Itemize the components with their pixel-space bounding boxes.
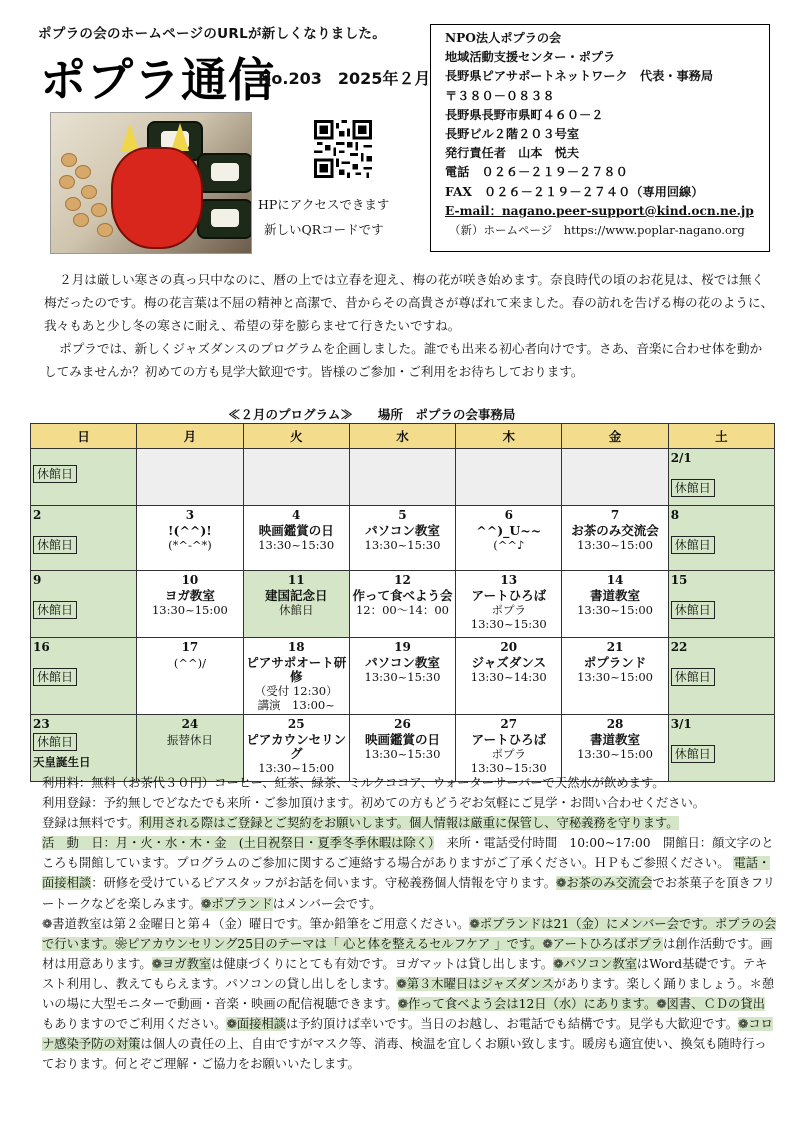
calendar-cell-mon xyxy=(137,715,243,782)
program-entry-line: ピアサポオート研修 xyxy=(246,655,347,684)
intro-paragraph-1: ２月は厳しい寒さの真っ只中なのに、暦の上では立春を迎え、梅の花が咲き始めます。奈良時代の頃のお花見は、桜では無く梅だったのです。梅の花言葉は不屈の精神と高潔で、昔からその高貴さが尊ばれて来ました。春の訪れを告げる梅の花のように、我々もあと少し冬の寒さに耐え、希望の芽を膨らませて行きたいですね。 xyxy=(44,272,774,333)
note-covid: ❁コロナ感染予防の対策 xyxy=(42,1017,773,1052)
calendar-day-number: 23 xyxy=(33,717,50,731)
calendar-cell-tue xyxy=(243,571,349,638)
calendar-day-number: 18 xyxy=(287,640,305,654)
note-free: 登録は無料です。 xyxy=(42,816,140,831)
header-thu: 木 xyxy=(456,424,562,449)
calendar-cell-sat xyxy=(668,715,774,782)
note-pc: ❁パソコン教室 xyxy=(553,956,637,971)
issue-number: No.203 2025年２月 xyxy=(258,69,431,88)
program-calendar xyxy=(30,423,775,782)
org-address1: 長野県長野市県町４６０－２ xyxy=(445,107,604,122)
program-entry-line: (^^♪ xyxy=(493,538,525,552)
calendar-cell-wed xyxy=(349,449,455,506)
program-entry-line: (^^)/ xyxy=(173,656,206,670)
program-entry-line: 書道教室 xyxy=(590,588,641,603)
calendar-day-number: 16 xyxy=(33,640,50,654)
organization-info-box xyxy=(430,24,770,252)
program-entry-line: 13:30~15:30 xyxy=(364,747,441,761)
org-center: 地域活動支援センター・ポプラ xyxy=(445,50,616,65)
program-entry-line: アートひろば xyxy=(471,588,547,603)
note-popland-21: ❁ポプランドは21（金）にメンバー会です。ポプラの会で行います。 xyxy=(42,916,777,951)
note-consult-desc: ：研修を受けているピアスタッフがお話を伺います。守秘義務個人情報を守ります。 xyxy=(91,876,557,891)
note-interview-desc: は予約頂けば幸いです。当日のお越し、お電話でも結構です。見学も大歓迎です。 xyxy=(285,1017,739,1032)
program-entry-line: ジャズダンス xyxy=(471,655,547,670)
org-email-link[interactable]: E-mail：nagano.peer-support@kind.ocn.ne.jp xyxy=(445,203,754,218)
header-wed: 水 xyxy=(349,424,455,449)
calendar-day-number: 28 xyxy=(606,717,624,731)
program-entry-line: 13:30~15:30 xyxy=(364,538,441,552)
calendar-cell-fri xyxy=(562,715,668,782)
calendar-cell-fri xyxy=(562,571,668,638)
calendar-cell-fri xyxy=(562,638,668,715)
calendar-day-number: 2 xyxy=(33,508,42,522)
program-entry-line: 13:30~15:00 xyxy=(577,670,653,684)
calendar-cell-thu xyxy=(456,638,562,715)
calendar-cell-mon xyxy=(137,506,243,571)
program-title: ≪２月のプログラム≫ 場所 ポプラの会事務局 xyxy=(228,407,516,422)
org-website-link[interactable]: （新）ホームページ https://www.poplar-nagano.org xyxy=(449,223,745,238)
program-entry-line: 13:30~15:30 xyxy=(470,761,547,775)
calendar-cell-sat xyxy=(668,571,774,638)
intro-paragraph-2: ポプラでは、新しくジャズダンスのプログラムを企画しました。誰でも出来る初心者向けです。さあ、音楽に合わせ体を動かしてみませんか？初めての方も見学大歓迎です。皆様のご参加・ご利用をお待ちしております。 xyxy=(44,341,763,379)
calendar-cell-thu xyxy=(456,506,562,571)
calendar-cell-mon xyxy=(137,449,243,506)
calendar-cell-mon xyxy=(137,571,243,638)
calendar-cell-tue xyxy=(243,715,349,782)
calendar-header-row xyxy=(31,424,775,449)
closed-day-badge: 休館日 xyxy=(33,668,77,686)
program-entry-line: 書道教室 xyxy=(590,732,641,747)
program-entry-line: 休館日 xyxy=(278,603,314,617)
note-cooking: ❁作って食べよう会は12日（水）にあります。 xyxy=(397,997,657,1012)
calendar-week-row xyxy=(31,571,775,638)
calendar-day-number: 21 xyxy=(606,640,624,654)
calendar-day-number: 7 xyxy=(610,508,620,522)
calendar-day-number: 25 xyxy=(287,717,305,731)
calendar-cell-wed xyxy=(349,571,455,638)
program-entry-line: ^^)_U~~ xyxy=(476,523,542,538)
program-entry-line: 13:30~14:30 xyxy=(470,670,547,684)
org-address2: 長野ビル２階２０３号室 xyxy=(445,127,580,142)
note-tea: ❁お茶のみ交流会 xyxy=(556,876,653,891)
note-pc-desc: はWord基礎です。テキスト利用し、教えてもらえます。パソコンの貸し出しをします。 xyxy=(42,956,768,991)
program-entry-line: 天皇誕生日 xyxy=(33,755,91,769)
note-library-desc: もありますのでご利用ください。 xyxy=(42,1017,227,1032)
calendar-cell-tue xyxy=(243,449,349,506)
program-entry-line: 13:30~15:00 xyxy=(577,538,653,552)
program-entry-line: 映画鑑賞の日 xyxy=(258,523,334,538)
note-tea-desc: でお茶菓子を頂きフリートークなどを楽しみます。 xyxy=(42,876,775,911)
calendar-cell-sat xyxy=(668,638,774,715)
program-entry-line: 映画鑑賞の日 xyxy=(364,732,440,747)
note-popland: ❁ポプランド xyxy=(200,896,273,911)
calendar-day-number: 3 xyxy=(185,508,195,522)
calendar-cell-thu xyxy=(456,449,562,506)
calendar-cell-fri xyxy=(562,449,668,506)
calendar-cell-sun xyxy=(31,638,137,715)
note-registration: 利用登録：予約無しでどなたでも来所・ご参加頂けます。初めての方もどうぞお気軽にご見学・お問い合わせください。 xyxy=(42,796,706,811)
calendar-cell-sun xyxy=(31,449,137,506)
note-consult: 電話・面接相談 xyxy=(42,856,771,891)
program-entry-line: ヨガ教室 xyxy=(164,588,215,603)
note-yoga: ❁ヨガ教室 xyxy=(151,956,212,971)
note-art-desc: は創作活動です。画材は用意あります。 xyxy=(42,936,773,971)
calendar-cell-wed xyxy=(349,506,455,571)
calendar-day-number: 6 xyxy=(504,508,513,522)
note-interview: ❁面接相談 xyxy=(226,1017,286,1032)
calendar-day-number: 13 xyxy=(500,573,518,587)
note-calligraphy: ❁書道教室は第２金曜日と第４（金）曜日です。筆か鉛筆をご用意ください。 xyxy=(42,916,470,931)
intro-text xyxy=(44,268,774,383)
program-entry-line: ポプランド xyxy=(583,655,647,670)
program-entry-line: お茶のみ交流会 xyxy=(571,523,659,538)
program-entry-line: 13:30~15:30 xyxy=(470,617,547,631)
header-mon: 月 xyxy=(137,424,243,449)
calendar-day-number: 27 xyxy=(500,717,518,731)
closed-day-badge: 休館日 xyxy=(671,601,715,619)
program-entry-line: (*^-^*) xyxy=(168,538,212,552)
org-phone: 電話 ０２６－２１９－２７８０ xyxy=(445,165,628,180)
calendar-cell-sun xyxy=(31,571,137,638)
note-jazz-desc: があります。楽しく踊りましょう。＊憩いの場に大型モニターで動画・音楽・映画の配信視聴できます。 xyxy=(42,976,775,1012)
closed-day-badge: 休館日 xyxy=(33,733,77,751)
note-library: ❁図書、ＣＤの貸出 xyxy=(656,997,765,1012)
calendar-week-row xyxy=(31,506,775,571)
calendar-day-number: 26 xyxy=(394,717,411,731)
calendar-cell-wed xyxy=(349,638,455,715)
program-entry-line: 13:30~15:00 xyxy=(151,603,228,617)
note-art: ❁アートひろばポプラ xyxy=(542,936,663,951)
url-change-notice: ポプラの会のホームページのURLが新しくなりました。 xyxy=(38,26,386,42)
note-hours: 来所・電話受付時間 10:00~17:00 開館日：顔文字のところも開館しています。プログラムのご参加に関するご連絡する場合がありますがご了承ください。ＨＰもご参照ください。 xyxy=(42,836,774,871)
org-name: NPO法人ポプラの会 xyxy=(445,31,562,45)
note-activity-days: 活 動 日：月・火・水・木・金 (土日祝祭日・夏季冬季休暇は除く） xyxy=(42,836,435,851)
program-entry-line: 12：00～14：00 xyxy=(355,603,449,617)
calendar-day-number: 12 xyxy=(394,573,411,587)
note-fee: 利用料：無料（お茶代３０円）コーヒー、紅茶、緑茶、ミルクココア、ウォーターサーバーで天然水が飲めます。 xyxy=(42,776,665,790)
calendar-day-number: 24 xyxy=(181,717,199,731)
qr-code-icon[interactable] xyxy=(314,120,372,178)
program-entry-line: ポプラ xyxy=(491,603,527,617)
program-entry-line: 13:30~15:30 xyxy=(258,538,335,552)
program-entry-line: 13:30~15:00 xyxy=(258,761,335,775)
note-peer-counseling: ❀ピアカウンセリング25日のテーマは「 心と体を整えるセルフケア 」です。 xyxy=(114,936,543,951)
calendar-day-number: 17 xyxy=(181,640,199,654)
closed-day-badge: 休館日 xyxy=(671,668,715,686)
calendar-day-number: 19 xyxy=(394,640,411,654)
program-entry-line: 13:30~15:00 xyxy=(577,747,653,761)
calendar-cell-sat xyxy=(668,506,774,571)
calendar-week-row xyxy=(31,449,775,506)
calendar-day-number: 2/1 xyxy=(670,451,692,465)
calendar-day-number: 9 xyxy=(33,573,42,587)
calendar-day-number: 5 xyxy=(398,508,407,522)
program-entry-line: ポプラ xyxy=(491,747,527,761)
calendar-cell-tue xyxy=(243,506,349,571)
program-entry-line: アートひろば xyxy=(471,732,547,747)
calendar-day-number: 3/1 xyxy=(670,717,692,731)
note-contract: 利用される際はご登録とご契約をお願いします。個人情報は厳重に保管し、守秘義務を守ります。 xyxy=(139,816,679,831)
calendar-day-number: 22 xyxy=(670,640,688,654)
org-publisher: 発行責任者 山本 悦夫 xyxy=(445,146,580,161)
calendar-day-number: 14 xyxy=(606,573,624,587)
calendar-week-row xyxy=(31,715,775,782)
closed-day-badge: 休館日 xyxy=(33,536,77,554)
newsletter-logo: ポプラ通信 xyxy=(40,53,275,107)
closed-day-badge: 休館日 xyxy=(33,465,77,483)
oni-mask-icon xyxy=(111,147,203,249)
header-sun: 日 xyxy=(31,424,137,449)
program-entry-line: !(^^)! xyxy=(168,523,212,538)
calendar-cell-fri xyxy=(562,506,668,571)
note-yoga-desc: は健康づくりにとても有効です。ヨガマットは貸し出します。 xyxy=(211,956,554,971)
calendar-cell-thu xyxy=(456,571,562,638)
program-entry-line: 13:30~15:30 xyxy=(364,670,441,684)
calendar-day-number: 8 xyxy=(670,508,680,522)
usage-notes xyxy=(42,773,777,1074)
calendar-cell-tue xyxy=(243,638,349,715)
calendar-day-number: 4 xyxy=(292,508,301,522)
header-sat: 土 xyxy=(668,424,774,449)
org-postal: 〒３８０－０８３８ xyxy=(445,88,555,103)
calendar-cell-sun xyxy=(31,715,137,782)
calendar-cell-mon xyxy=(137,638,243,715)
header-tue: 火 xyxy=(243,424,349,449)
qr-caption-line1: HPにアクセスできます xyxy=(258,197,390,212)
calendar-day-number: 10 xyxy=(181,573,199,587)
header-fri: 金 xyxy=(562,424,668,449)
program-entry-line: 13:30~15:00 xyxy=(577,603,653,617)
calendar-cell-thu xyxy=(456,715,562,782)
calendar-day-number: 11 xyxy=(287,573,305,587)
closed-day-badge: 休館日 xyxy=(671,536,715,554)
calendar-day-number: 15 xyxy=(670,573,688,587)
program-entry-line: ピアカウンセリング xyxy=(246,732,347,761)
program-entry-line: （受付 12:30） xyxy=(254,684,338,698)
closed-day-badge: 休館日 xyxy=(671,745,715,763)
note-jazz: ❁第３木曜日はジャズダンス xyxy=(396,976,554,991)
note-popland-desc: はメンバー会です。 xyxy=(272,896,382,911)
calendar-cell-sun xyxy=(31,506,137,571)
note-covid-desc: は個人の責任の上、自由ですがマスク等、消毒、検温を宜しくお願い致します。暖房も適宜使い、換気も随時行っております。何とぞご理解・ご協力をお願いいたします。 xyxy=(42,1037,767,1072)
setsubun-photo xyxy=(50,112,252,254)
closed-day-badge: 休館日 xyxy=(33,601,77,619)
qr-caption-line2: 新しいQRコードです xyxy=(264,222,384,237)
calendar-week-row xyxy=(31,638,775,715)
program-entry-line: パソコン教室 xyxy=(365,655,440,670)
closed-day-badge: 休館日 xyxy=(671,479,715,497)
program-entry-line: 講演 13:00~ xyxy=(257,698,335,712)
program-entry-line: 振替休日 xyxy=(166,733,213,747)
calendar-cell-wed xyxy=(349,715,455,782)
program-entry-line: 作って食べよう会 xyxy=(352,588,453,603)
program-entry-line: 建国記念日 xyxy=(264,588,328,603)
org-network: 長野県ピアサポートネットワーク 代表・事務局 xyxy=(445,69,714,84)
org-fax: FAX ０２６－２１９－２７４０（専用回線） xyxy=(445,184,704,199)
calendar-cell-sat xyxy=(668,449,774,506)
program-entry-line: パソコン教室 xyxy=(365,523,440,538)
calendar-day-number: 20 xyxy=(500,640,518,654)
